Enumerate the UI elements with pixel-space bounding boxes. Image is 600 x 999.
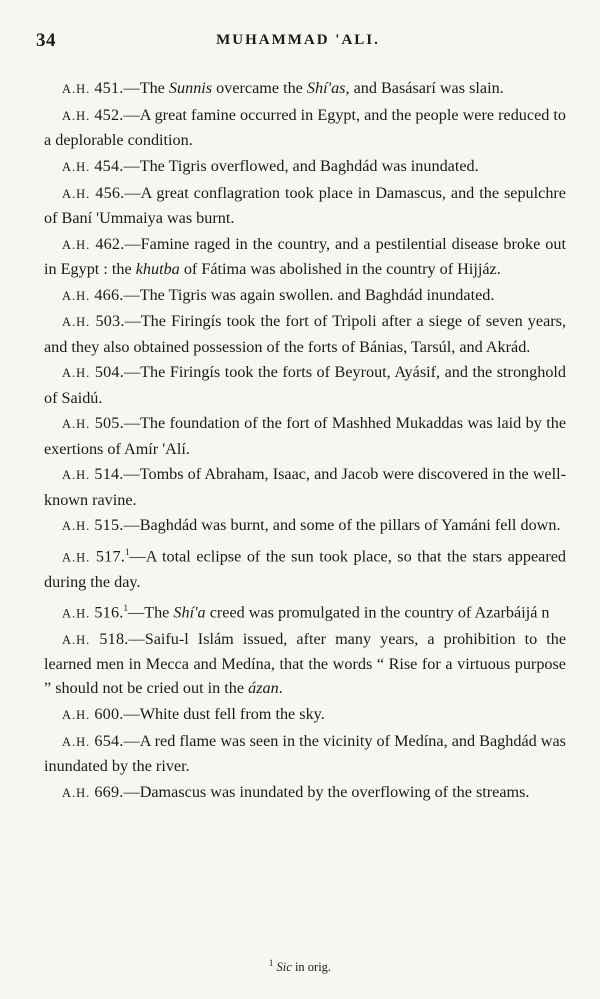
entry-text: . <box>278 679 283 698</box>
footnote <box>0 958 600 975</box>
entry-text: overcame the <box>212 79 307 97</box>
era-label: A.H. <box>62 366 91 381</box>
entry-text: —A great conflagration took place in Damascus, and the sepulchre of Baní 'Ummaiya was burnt. <box>44 183 566 227</box>
italic-term: Shí'a <box>173 602 206 621</box>
era-label: A.H. <box>62 550 91 565</box>
page-header <box>36 30 560 54</box>
entry-year: 504. <box>94 363 124 382</box>
entry-text: —Tombs of Abraham, Isaac, and Jacob were discovered in the well-known ravine. <box>44 465 567 509</box>
entry-year: 456. <box>95 183 125 202</box>
page-number: 34 <box>36 30 56 51</box>
entry-text: —Baghdád was burnt, and some of the pillars of Yamáni fell down. <box>123 516 561 535</box>
entry-year: 515. <box>94 516 124 535</box>
chronicle-entry <box>44 154 566 179</box>
entry-text: —The Tigris was again swollen. and Baghdád inundated. <box>123 285 495 304</box>
era-label: A.H. <box>62 632 91 647</box>
entry-text: —The Tigris overflowed, and Baghdád was inundated. <box>123 156 479 175</box>
chronicle-entry <box>44 76 566 101</box>
italic-term: khutba <box>135 259 180 278</box>
footnote-reference: 1 <box>125 547 130 558</box>
entry-year: 516. <box>94 602 124 621</box>
entry-text: —The <box>123 79 169 97</box>
footnote-sic: Sic <box>276 960 292 975</box>
entry-text: —Saifu-l Islám issued, after many years, a prohibition to the learned men in Mecca and Medína, that the words “ Rise for a virtuous purpose ” should not be cried out in the <box>44 629 567 698</box>
chronicle-entry <box>44 103 566 152</box>
chronicle-entry <box>44 462 566 511</box>
entry-text: —The Firingís took the forts of Beyrout, Ayásif, and the stronghold of Saidú. <box>44 363 567 407</box>
italic-term: Sunnis <box>168 79 213 97</box>
chronicle-entry <box>44 181 566 230</box>
era-label: A.H. <box>62 707 91 722</box>
entry-year: 517. <box>95 547 125 566</box>
chronicle-entry <box>44 729 566 778</box>
footnote-text: in orig. <box>291 960 332 975</box>
era-label: A.H. <box>62 159 91 174</box>
entry-text: , and Basásarí was slain. <box>345 79 504 97</box>
era-label: A.H. <box>62 82 91 96</box>
entry-year: 654. <box>94 731 124 750</box>
chronicle-entry <box>44 360 566 409</box>
era-label: A.H. <box>62 734 91 749</box>
entry-text: creed was promulgated in the country of Azarbáijá n <box>205 602 550 621</box>
entry-year: 466. <box>94 285 124 304</box>
entry-text: —The <box>128 602 174 621</box>
era-label: A.H. <box>62 785 91 800</box>
entry-year: 505. <box>94 414 124 433</box>
era-label: A.H. <box>62 237 91 252</box>
era-label: A.H. <box>62 519 91 534</box>
era-label: A.H. <box>62 315 91 330</box>
italic-term: Shí'as <box>306 79 346 97</box>
entry-text: —Damascus was inundated by the overflowing of the streams. <box>123 782 530 801</box>
entry-text: —A red flame was seen in the vicinity of Medína, and Baghdád was inundated by the river. <box>44 731 566 775</box>
entry-text: of Fátima was abolished in the country of Hijjáz. <box>179 259 501 278</box>
chronicle-entry <box>44 702 566 727</box>
entry-year: 454. <box>94 156 124 175</box>
entry-year: 503. <box>95 312 125 331</box>
entry-year: 514. <box>94 465 124 484</box>
chronicle-entry <box>44 232 566 281</box>
era-label: A.H. <box>62 605 91 620</box>
entry-text: —The foundation of the fort of Mashhed Mukaddas was laid by the exertions of Amír 'Alí. <box>44 414 567 458</box>
chronicle-entry <box>44 780 566 805</box>
era-label: A.H. <box>62 186 91 201</box>
chronicle-entry <box>44 596 566 626</box>
entry-year: 462. <box>95 234 125 253</box>
chronicle-entry <box>44 283 566 308</box>
chronicle-entry <box>44 309 566 358</box>
chronicle-entries <box>44 76 566 807</box>
era-label: A.H. <box>62 417 91 432</box>
running-head: MUHAMMAD 'ALI. <box>216 32 380 48</box>
chronicle-entry <box>44 627 566 701</box>
entry-year: 452. <box>94 105 124 124</box>
entry-year: 518. <box>99 629 129 648</box>
entry-text: —Famine raged in the country, and a pestilential disease broke out in Egypt : the <box>44 234 566 278</box>
footnote-reference: 1 <box>123 602 128 613</box>
entry-year: 669. <box>94 782 124 801</box>
chronicle-entry <box>44 513 566 538</box>
chronicle-entry <box>44 540 566 594</box>
entry-text: —A great famine occurred in Egypt, and the people were reduced to a deplorable condition. <box>44 105 567 149</box>
footnote-marker: 1 <box>268 958 274 968</box>
chronicle-entry <box>44 411 566 460</box>
entry-text: —A total eclipse of the sun took place, so that the stars appeared during the day. <box>44 547 566 591</box>
italic-term: ázan <box>248 679 279 698</box>
entry-year: 600. <box>94 704 124 723</box>
era-label: A.H. <box>62 108 91 123</box>
entry-year: 451. <box>94 79 124 97</box>
entry-text: —The Firingís took the fort of Tripoli after a siege of seven years, and they also obtained possession of the forts of Bánias, Tarsúl, and Akrád. <box>44 312 567 356</box>
era-label: A.H. <box>62 468 91 483</box>
era-label: A.H. <box>62 288 91 303</box>
entry-text: —White dust fell from the sky. <box>123 704 325 723</box>
